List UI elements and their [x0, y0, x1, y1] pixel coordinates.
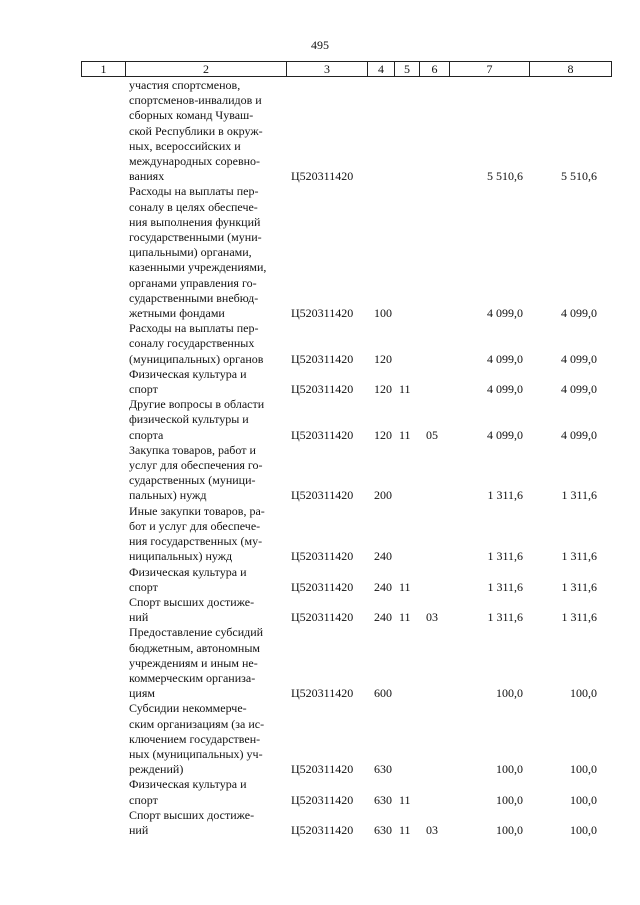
description-line: ния государственных (му- — [129, 534, 263, 549]
expense-type: 240 — [374, 549, 392, 564]
description-line: ний — [129, 822, 149, 837]
section: 11 — [399, 822, 411, 837]
row-description — [125, 808, 286, 838]
row-description — [125, 78, 286, 184]
row-description — [125, 504, 286, 565]
amount-col-8: 4 099,0 — [561, 382, 597, 397]
description-line: соналу в целях обеспече- — [129, 199, 258, 214]
target-article-code: Ц520311420 — [291, 382, 354, 397]
row-description — [125, 777, 286, 807]
description-line: спорта — [129, 427, 164, 442]
description-line: участия спортсменов, — [129, 78, 241, 92]
amount-col-8: 100,0 — [570, 686, 597, 701]
expense-type: 240 — [374, 579, 392, 594]
amount-col-7: 1 311,6 — [487, 488, 523, 503]
description-line: Спорт высших достиже- — [129, 594, 255, 609]
description-line: Иные закупки товаров, ра- — [129, 503, 265, 518]
description-line: спортсменов-инвалидов и — [129, 93, 262, 108]
section: 11 — [399, 579, 411, 594]
amount-col-7: 100,0 — [496, 762, 523, 777]
expense-type: 120 — [374, 427, 392, 442]
header-col-4: 4 — [368, 62, 395, 77]
description-line: коммерческим организа- — [129, 670, 256, 685]
section: 11 — [399, 610, 411, 625]
description-line: циям — [129, 686, 155, 701]
target-article-code: Ц520311420 — [291, 549, 354, 564]
target-article-code: Ц520311420 — [291, 822, 354, 837]
description-line: Закупка товаров, работ и — [129, 442, 256, 457]
amount-col-8: 1 311,6 — [561, 549, 597, 564]
target-article-code: Ц520311420 — [291, 488, 354, 503]
amount-col-8: 1 311,6 — [561, 488, 597, 503]
amount-col-7: 1 311,6 — [487, 579, 523, 594]
amount-col-7: 4 099,0 — [487, 306, 523, 321]
amount-col-8: 100,0 — [570, 762, 597, 777]
target-article-code: Ц520311420 — [291, 169, 354, 184]
table-row — [81, 321, 611, 367]
amount-col-7: 100,0 — [496, 822, 523, 837]
subsection: 05 — [426, 427, 438, 442]
description-line: ключением государствен- — [129, 731, 261, 746]
target-article-code: Ц520311420 — [291, 762, 354, 777]
header-col-7: 7 — [450, 62, 530, 77]
row-description — [125, 397, 286, 443]
description-line: ципальными) органами, — [129, 245, 252, 260]
target-article-code: Ц520311420 — [291, 579, 354, 594]
target-article-code: Ц520311420 — [291, 792, 354, 807]
section: 11 — [399, 382, 411, 397]
amount-col-7: 1 311,6 — [487, 610, 523, 625]
description-line: спорт — [129, 792, 158, 807]
table-row — [81, 504, 611, 565]
description-line: сборных команд Чуваш- — [129, 108, 254, 123]
description-line: сударственных (муници- — [129, 473, 256, 488]
description-line: Другие вопросы в области — [129, 397, 265, 412]
description-line: соналу государственных — [129, 336, 255, 351]
header-col-1: 1 — [82, 62, 126, 77]
description-line: ний — [129, 610, 149, 625]
amount-col-7: 4 099,0 — [487, 427, 523, 442]
header-col-5: 5 — [395, 62, 420, 77]
expense-type: 100 — [374, 306, 392, 321]
row-description — [125, 565, 286, 595]
amount-col-8: 4 099,0 — [561, 306, 597, 321]
expense-type: 630 — [374, 792, 392, 807]
description-line: Субсидии некоммерче- — [129, 701, 247, 716]
row-description — [125, 184, 286, 321]
amount-col-8: 4 099,0 — [561, 351, 597, 366]
expense-type: 630 — [374, 822, 392, 837]
section: 11 — [399, 427, 411, 442]
description-line: Физическая культура и — [129, 564, 247, 579]
amount-col-8: 5 510,6 — [561, 169, 597, 184]
description-line: международных соревно- — [129, 154, 261, 169]
column-number-header — [81, 61, 612, 77]
header-col-2: 2 — [126, 62, 287, 77]
amount-col-8: 1 311,6 — [561, 579, 597, 594]
target-article-code: Ц520311420 — [291, 351, 354, 366]
table-row — [81, 565, 611, 595]
description-line: Физическая культура и — [129, 366, 247, 381]
expense-type: 600 — [374, 686, 392, 701]
row-description — [125, 701, 286, 777]
description-line: спорт — [129, 579, 158, 594]
amount-col-7: 4 099,0 — [487, 351, 523, 366]
description-line: услуг для обеспечения го- — [129, 458, 263, 473]
amount-col-7: 1 311,6 — [487, 549, 523, 564]
description-line: ниципальных) нужд — [129, 549, 233, 564]
description-line: казенными учреждениями, — [129, 260, 267, 275]
table-row — [81, 808, 611, 838]
description-line: ных, всероссийских и — [129, 138, 241, 153]
row-description — [125, 625, 286, 701]
expense-type: 120 — [374, 382, 392, 397]
row-description — [125, 367, 286, 397]
description-line: бот и услуг для обеспече- — [129, 518, 261, 533]
budget-table-body — [81, 78, 611, 838]
header-col-6: 6 — [420, 62, 450, 77]
description-line: жетными фондами — [129, 306, 225, 321]
description-line: бюджетным, автономным — [129, 640, 260, 655]
table-row — [81, 78, 611, 184]
page-number: 495 — [311, 38, 329, 52]
amount-col-8: 1 311,6 — [561, 610, 597, 625]
amount-col-8: 100,0 — [570, 822, 597, 837]
table-row — [81, 625, 611, 701]
description-line: Расходы на выплаты пер- — [129, 321, 259, 336]
description-line: ским организациям (за ис- — [129, 716, 265, 731]
subsection: 03 — [426, 610, 438, 625]
description-line: (муниципальных) органов — [129, 351, 264, 366]
amount-col-7: 5 510,6 — [487, 169, 523, 184]
amount-col-7: 100,0 — [496, 686, 523, 701]
row-description — [125, 595, 286, 625]
description-line: Физическая культура и — [129, 777, 247, 792]
table-row — [81, 367, 611, 397]
description-line: ваниях — [129, 169, 165, 184]
description-line: физической культуры и — [129, 412, 249, 427]
table-row — [81, 184, 611, 321]
description-line: реждений) — [129, 762, 184, 777]
header-col-8: 8 — [530, 62, 612, 77]
description-line: ния выполнения функций — [129, 214, 261, 229]
target-article-code: Ц520311420 — [291, 427, 354, 442]
target-article-code: Ц520311420 — [291, 610, 354, 625]
expense-type: 200 — [374, 488, 392, 503]
table-row — [81, 397, 611, 443]
section: 11 — [399, 792, 411, 807]
description-line: ской Республики в окруж- — [129, 123, 263, 138]
description-line: органами управления го- — [129, 275, 257, 290]
table-row — [81, 777, 611, 807]
description-line: государственными (муни- — [129, 230, 262, 245]
description-line: ных (муниципальных) уч- — [129, 746, 263, 761]
table-row — [81, 701, 611, 777]
expense-type: 240 — [374, 610, 392, 625]
amount-col-7: 100,0 — [496, 792, 523, 807]
header-col-3: 3 — [287, 62, 368, 77]
description-line: учреждениям и иным не- — [129, 655, 258, 670]
amount-col-8: 100,0 — [570, 792, 597, 807]
description-line: пальных) нужд — [129, 488, 207, 503]
expense-type: 120 — [374, 351, 392, 366]
row-description — [125, 321, 286, 367]
row-description — [125, 443, 286, 504]
table-row — [81, 595, 611, 625]
description-line: спорт — [129, 382, 158, 397]
target-article-code: Ц520311420 — [291, 686, 354, 701]
description-line: сударственными внебюд- — [129, 290, 259, 305]
table-row — [81, 443, 611, 504]
expense-type: 630 — [374, 762, 392, 777]
amount-col-8: 4 099,0 — [561, 427, 597, 442]
description-line: Расходы на выплаты пер- — [129, 184, 259, 199]
target-article-code: Ц520311420 — [291, 306, 354, 321]
amount-col-7: 4 099,0 — [487, 382, 523, 397]
description-line: Спорт высших достиже- — [129, 807, 255, 822]
description-line: Предоставление субсидий — [129, 625, 264, 640]
subsection: 03 — [426, 822, 438, 837]
